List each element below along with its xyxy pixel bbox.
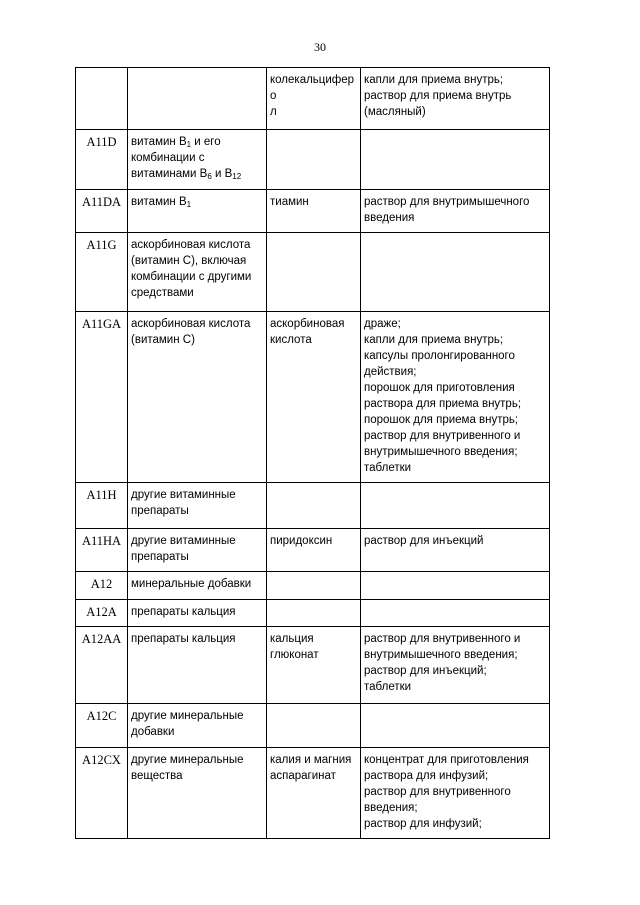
substance-cell [267, 233, 361, 312]
dosage-form-line: (масляный) [364, 106, 426, 118]
atc-code-cell: A12C [76, 704, 128, 748]
dosage-form-line: введения; [364, 802, 418, 814]
table-row [76, 627, 550, 704]
atc-code-cell: A12A [76, 600, 128, 627]
dosage-form-line: таблетки [364, 462, 412, 474]
subscript: 1 [186, 140, 192, 149]
atc-code-cell: A11GA [76, 312, 128, 483]
text-fragment: препараты [131, 505, 189, 517]
dosage-forms-cell [361, 704, 550, 748]
atc-code-cell: A12 [76, 572, 128, 600]
table-row [76, 130, 550, 190]
group-name-cell [128, 312, 267, 483]
dosage-form-line: капсулы пролонгированного [364, 350, 515, 362]
group-name-line [131, 194, 263, 210]
dosage-form-line: порошок для приема внутрь; [364, 414, 519, 426]
text-fragment: аскорбиновая кислота [131, 318, 251, 330]
substance-cell [267, 312, 361, 483]
group-name-line [131, 237, 263, 253]
group-name-line [131, 253, 263, 269]
text-fragment: добавки [131, 726, 175, 738]
group-name-line [131, 134, 263, 150]
text-fragment: другие витаминные [131, 535, 236, 547]
atc-code-cell: A11H [76, 483, 128, 529]
dosage-forms-cell [361, 68, 550, 130]
group-name-cell [128, 68, 267, 130]
dosage-form-line: порошок для приготовления [364, 382, 515, 394]
table-row [76, 572, 550, 600]
dosage-forms-cell [361, 529, 550, 572]
group-name-cell [128, 483, 267, 529]
text-fragment: (витамин C) [131, 334, 195, 346]
table-row [76, 600, 550, 627]
dosage-forms-cell [361, 483, 550, 529]
group-name-cell [128, 627, 267, 704]
text-fragment: аскорбиновая кислота [131, 239, 251, 251]
subscript: 12 [232, 172, 242, 181]
group-name-line [131, 166, 263, 182]
text-fragment: вещества [131, 770, 183, 782]
group-name-cell [128, 529, 267, 572]
atc-code-cell: A12CX [76, 748, 128, 839]
group-name-cell [128, 130, 267, 190]
table-row [76, 190, 550, 233]
group-name-line [131, 549, 263, 565]
dosage-form-line: раствор для внутривенного и [364, 430, 521, 442]
substance-cell [267, 572, 361, 600]
group-name-line [131, 768, 263, 784]
dosage-form-line: раствор для инъекций [364, 535, 484, 547]
group-name-line [131, 503, 263, 519]
dosage-form-line: раствор для внутривенного и [364, 633, 521, 645]
table-body [76, 68, 550, 839]
group-name-line [131, 150, 263, 166]
group-name-cell [128, 572, 267, 600]
table-row [76, 529, 550, 572]
group-name-line [131, 269, 263, 285]
text-fragment: витамин B [131, 196, 187, 208]
dosage-form-line: таблетки [364, 681, 412, 693]
dosage-forms-cell [361, 600, 550, 627]
dosage-form-line: раствор для внутримышечного [364, 196, 530, 208]
group-name-line [131, 724, 263, 740]
substance-cell [267, 130, 361, 190]
text-fragment: препараты кальция [131, 606, 236, 618]
group-name-line [131, 708, 263, 724]
dosage-form-line: раствора для инфузий; [364, 770, 489, 782]
substance-line: аскорбиновая [270, 318, 345, 330]
text-fragment: препараты [131, 551, 189, 563]
table-row [76, 704, 550, 748]
text-fragment: средствами [131, 287, 194, 299]
substance-line: глюконат [270, 649, 319, 661]
dosage-forms-cell [361, 312, 550, 483]
group-name-line [131, 285, 263, 301]
text-fragment: другие минеральные [131, 754, 244, 766]
substance-cell [267, 704, 361, 748]
dosage-form-line: раствора для приема внутрь; [364, 398, 522, 410]
text-fragment: и его [191, 136, 221, 148]
text-fragment: препараты кальция [131, 633, 236, 645]
substance-cell [267, 529, 361, 572]
dosage-forms-cell [361, 233, 550, 312]
group-name-line [131, 752, 263, 768]
text-fragment: другие минеральные [131, 710, 244, 722]
dosage-form-line: раствор для приема внутрь [364, 90, 512, 102]
text-fragment: (витамин C), включая [131, 255, 247, 267]
dosage-form-line: раствор для инъекций; [364, 665, 487, 677]
group-name-line [131, 533, 263, 549]
page-number: 30 [314, 40, 326, 54]
dosage-form-line: внутримышечного введения; [364, 446, 518, 458]
dosage-form-line: введения [364, 212, 415, 224]
group-name-line [131, 487, 263, 503]
dosage-form-line: раствор для внутривенного [364, 786, 511, 798]
text-fragment: и B [211, 168, 233, 180]
atc-code-cell [76, 68, 128, 130]
drug-table [75, 67, 550, 839]
subscript: 1 [186, 200, 192, 209]
dosage-forms-cell [361, 572, 550, 600]
substance-line: пиридоксин [270, 535, 333, 547]
group-name-cell [128, 233, 267, 312]
text-fragment: витамин B [131, 136, 187, 148]
table-row [76, 748, 550, 839]
substance-cell [267, 748, 361, 839]
substance-line: кислота [270, 334, 312, 346]
substance-cell [267, 627, 361, 704]
substance-cell [267, 483, 361, 529]
dosage-form-line: действия; [364, 366, 417, 378]
dosage-form-line: драже; [364, 318, 401, 330]
substance-line: аспарагинат [270, 770, 336, 782]
group-name-line [131, 631, 263, 647]
dosage-form-line: капли для приема внутрь; [364, 334, 504, 346]
group-name-cell [128, 600, 267, 627]
group-name-line [131, 576, 263, 592]
table-row [76, 68, 550, 130]
group-name-line [131, 316, 263, 332]
table-row [76, 312, 550, 483]
table-row [76, 483, 550, 529]
substance-line: колекальциферо [270, 74, 355, 102]
substance-line: тиамин [270, 196, 309, 208]
substance-line: л [270, 106, 277, 118]
dosage-form-line: концентрат для приготовления [364, 754, 529, 766]
atc-code-cell: A11D [76, 130, 128, 190]
atc-code-cell: A11HA [76, 529, 128, 572]
substance-cell [267, 600, 361, 627]
dosage-forms-cell [361, 130, 550, 190]
text-fragment: комбинации с другими [131, 271, 252, 283]
group-name-cell [128, 190, 267, 233]
group-name-cell [128, 704, 267, 748]
table-row [76, 233, 550, 312]
text-fragment: комбинации с [131, 152, 205, 164]
substance-cell [267, 190, 361, 233]
atc-code-cell: A11G [76, 233, 128, 312]
text-fragment: другие витаминные [131, 489, 236, 501]
text-fragment: витаминами B [131, 168, 208, 180]
group-name-line [131, 604, 263, 620]
group-name-line [131, 332, 263, 348]
dosage-form-line: капли для приема внутрь; [364, 74, 504, 86]
atc-code-cell: A11DA [76, 190, 128, 233]
substance-line: калия и магния [270, 754, 352, 766]
substance-line: кальция [270, 633, 314, 645]
dosage-forms-cell [361, 190, 550, 233]
substance-cell [267, 68, 361, 130]
dosage-form-line: внутримышечного введения; [364, 649, 518, 661]
dosage-forms-cell [361, 627, 550, 704]
dosage-forms-cell [361, 748, 550, 839]
group-name-cell [128, 748, 267, 839]
dosage-form-line: раствор для инфузий; [364, 818, 482, 830]
text-fragment: минеральные добавки [131, 578, 252, 590]
subscript: 6 [207, 172, 212, 181]
atc-code-cell: A12AA [76, 627, 128, 704]
